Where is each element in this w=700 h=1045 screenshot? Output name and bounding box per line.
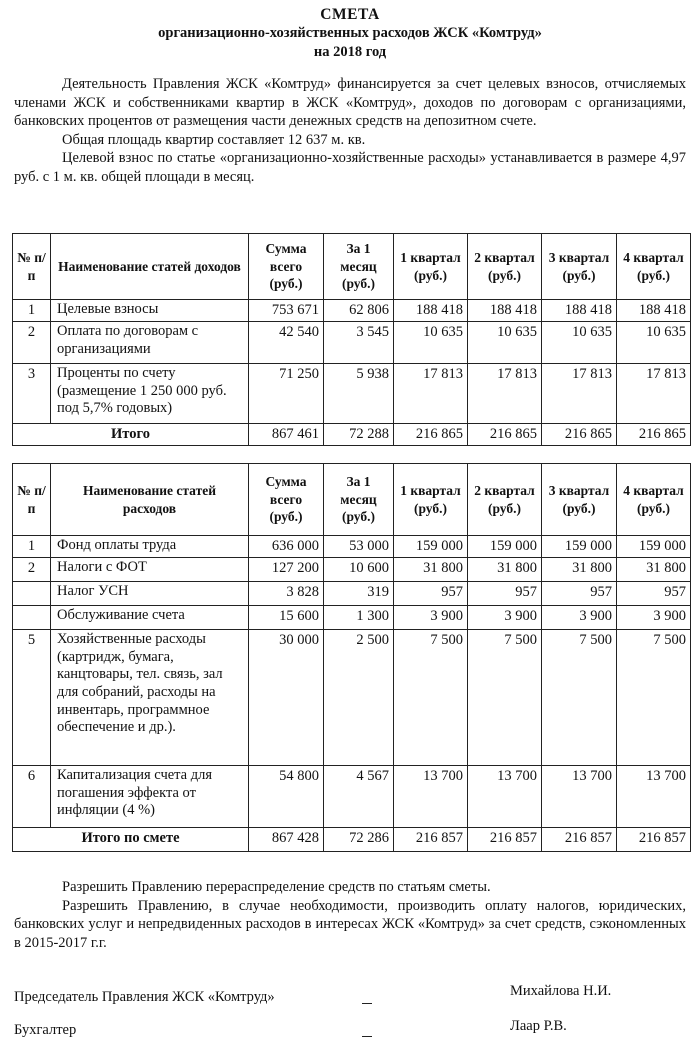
total-q1: 216 865 [394, 424, 468, 446]
row-month: 2 500 [324, 630, 394, 766]
row-q4: 17 813 [617, 364, 691, 424]
total-q2: 216 857 [468, 828, 542, 852]
chair-name: Михайлова Н.И. [510, 983, 612, 999]
col-header-q4: 4 квартал (руб.) [617, 234, 691, 300]
row-month: 62 806 [324, 300, 394, 322]
row-q1: 10 635 [394, 322, 468, 364]
document-subtitle: организационно-хозяйственных расходов ЖСК «Комтруд» [158, 25, 542, 41]
table-row [13, 300, 691, 322]
resolution-redistribution: Разрешить Правлению перераспределение средств по статьям сметы. [62, 879, 491, 895]
row-q2: 159 000 [468, 536, 542, 558]
table-row [13, 364, 691, 424]
total-q3: 216 865 [542, 424, 617, 446]
row-total: 127 200 [249, 558, 324, 582]
row-item-name: Хозяйственные расходы (картридж, бумага, канцтовары, тел. связь, зал для собраний, расходы на инвентарь, программное обеспечение и др.). [51, 630, 249, 766]
row-item-name: Фонд оплаты труда [51, 536, 249, 558]
row-q1: 17 813 [394, 364, 468, 424]
table-row [13, 322, 691, 364]
col-header-total: Сумма всего (руб.) [249, 464, 324, 536]
row-total: 636 000 [249, 536, 324, 558]
row-item-name: Налоги с ФОТ [51, 558, 249, 582]
total-q4: 216 857 [617, 828, 691, 852]
row-q2: 10 635 [468, 322, 542, 364]
income-table [12, 233, 691, 446]
row-q1: 31 800 [394, 558, 468, 582]
chair-title: Председатель Правления ЖСК «Комтруд» [14, 989, 275, 1005]
document-year: на 2018 год [313, 44, 387, 60]
table-row [13, 606, 691, 630]
row-q2: 957 [468, 582, 542, 606]
col-header-q3: 3 квартал (руб.) [542, 234, 617, 300]
total-label: Итого [13, 424, 249, 446]
income-total-row [13, 424, 691, 446]
intro-paragraph-fee: Целевой взнос по статье «организационно-хозяйственные расходы» устанавливается в размере 4,97 руб. с 1 м. кв. общей площади в месяц. [14, 150, 686, 185]
table-row [13, 582, 691, 606]
row-number [13, 606, 51, 630]
chair-signature-line [362, 1003, 372, 1004]
accountant-name: Лаар Р.В. [510, 1018, 567, 1034]
income-header-row [13, 234, 691, 300]
row-total: 3 828 [249, 582, 324, 606]
row-q1: 159 000 [394, 536, 468, 558]
expense-header-row [13, 464, 691, 536]
row-number: 2 [13, 322, 51, 364]
col-header-q2: 2 квартал (руб.) [468, 234, 542, 300]
row-month: 53 000 [324, 536, 394, 558]
row-month: 5 938 [324, 364, 394, 424]
document-title: СМЕТА [320, 6, 380, 23]
row-q1: 13 700 [394, 766, 468, 828]
row-q4: 159 000 [617, 536, 691, 558]
row-item-name: Оплата по договорам с организациями [51, 322, 249, 364]
row-number: 6 [13, 766, 51, 828]
row-q2: 13 700 [468, 766, 542, 828]
row-item-name: Обслуживание счета [51, 606, 249, 630]
col-header-item-name: Наименование статей расходов [51, 464, 249, 536]
total-label: Итого по смете [13, 828, 249, 852]
resolution-section [14, 878, 686, 952]
row-month: 3 545 [324, 322, 394, 364]
row-month: 4 567 [324, 766, 394, 828]
row-number: 1 [13, 536, 51, 558]
expense-table [12, 463, 691, 852]
row-q3: 159 000 [542, 536, 617, 558]
table-row [13, 766, 691, 828]
row-number: 1 [13, 300, 51, 322]
row-total: 30 000 [249, 630, 324, 766]
row-q3: 13 700 [542, 766, 617, 828]
row-q1: 3 900 [394, 606, 468, 630]
intro-section [14, 75, 686, 186]
row-q2: 188 418 [468, 300, 542, 322]
row-q4: 10 635 [617, 322, 691, 364]
row-q3: 7 500 [542, 630, 617, 766]
table-row [13, 536, 691, 558]
total-sum: 867 461 [249, 424, 324, 446]
row-q4: 3 900 [617, 606, 691, 630]
table-row [13, 558, 691, 582]
col-header-q3: 3 квартал (руб.) [542, 464, 617, 536]
col-header-q4: 4 квартал (руб.) [617, 464, 691, 536]
row-total: 15 600 [249, 606, 324, 630]
row-total: 54 800 [249, 766, 324, 828]
row-q2: 31 800 [468, 558, 542, 582]
total-month: 72 288 [324, 424, 394, 446]
row-total: 71 250 [249, 364, 324, 424]
row-number [13, 582, 51, 606]
row-q3: 10 635 [542, 322, 617, 364]
col-header-q1: 1 квартал (руб.) [394, 234, 468, 300]
row-item-name: Налог УСН [51, 582, 249, 606]
row-number: 3 [13, 364, 51, 424]
row-item-name: Проценты по счету (размещение 1 250 000 руб. под 5,7% годовых) [51, 364, 249, 424]
table-row [13, 630, 691, 766]
row-q4: 13 700 [617, 766, 691, 828]
accountant-signature-line [362, 1036, 372, 1037]
total-month: 72 286 [324, 828, 394, 852]
col-header-total: Сумма всего (руб.) [249, 234, 324, 300]
row-q3: 3 900 [542, 606, 617, 630]
col-header-month: За 1 месяц (руб.) [324, 234, 394, 300]
row-q3: 17 813 [542, 364, 617, 424]
total-q4: 216 865 [617, 424, 691, 446]
row-total: 753 671 [249, 300, 324, 322]
total-sum: 867 428 [249, 828, 324, 852]
col-header-q2: 2 квартал (руб.) [468, 464, 542, 536]
row-number: 2 [13, 558, 51, 582]
col-header-month: За 1 месяц (руб.) [324, 464, 394, 536]
col-header-number: № п/п [13, 234, 51, 300]
row-month: 10 600 [324, 558, 394, 582]
row-q3: 957 [542, 582, 617, 606]
row-month: 319 [324, 582, 394, 606]
row-q4: 31 800 [617, 558, 691, 582]
total-q1: 216 857 [394, 828, 468, 852]
row-item-name: Целевые взносы [51, 300, 249, 322]
resolution-payments: Разрешить Правлению, в случае необходимости, производить оплату налогов, юридических, банковских услуг и непредвиденных расходов в интересах ЖСК «Комтруд» за счет средств, сэкономленных в 2015-2017 г.г. [14, 897, 686, 951]
row-q1: 957 [394, 582, 468, 606]
row-q2: 7 500 [468, 630, 542, 766]
row-total: 42 540 [249, 322, 324, 364]
row-number: 5 [13, 630, 51, 766]
row-q2: 17 813 [468, 364, 542, 424]
expense-total-row [13, 828, 691, 852]
row-q4: 7 500 [617, 630, 691, 766]
total-q2: 216 865 [468, 424, 542, 446]
intro-paragraph-funding: Деятельность Правления ЖСК «Комтруд» финансируется за счет целевых взносов, отчисляемых членами ЖСК и собственниками квартир в ЖСК «Комтруд», доходов по договорам с организациями, банковских процентов от размещения части денежных средств на депозитном счете. [14, 76, 686, 130]
col-header-number: № п/п [13, 464, 51, 536]
row-q4: 957 [617, 582, 691, 606]
row-q2: 3 900 [468, 606, 542, 630]
row-q1: 7 500 [394, 630, 468, 766]
total-q3: 216 857 [542, 828, 617, 852]
row-q3: 31 800 [542, 558, 617, 582]
row-item-name: Капитализация счета для погашения эффекта от инфляции (4 %) [51, 766, 249, 828]
accountant-title: Бухгалтер [14, 1022, 77, 1038]
col-header-q1: 1 квартал (руб.) [394, 464, 468, 536]
row-q3: 188 418 [542, 300, 617, 322]
row-q4: 188 418 [617, 300, 691, 322]
intro-paragraph-area: Общая площадь квартир составляет 12 637 м. кв. [62, 131, 366, 148]
col-header-item-name: Наименование статей доходов [51, 234, 249, 300]
row-q1: 188 418 [394, 300, 468, 322]
row-month: 1 300 [324, 606, 394, 630]
